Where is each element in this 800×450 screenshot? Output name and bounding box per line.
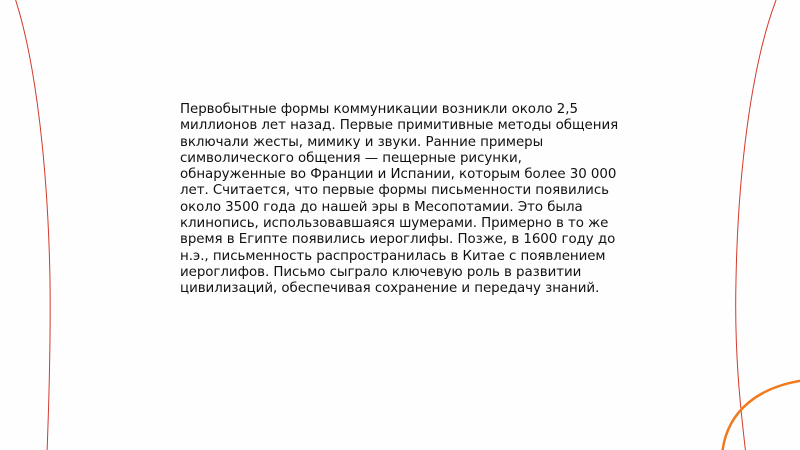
slide-body-text: Первобытные формы коммуникации возникли около 2,5 миллионов лет назад. Первые примитивные методы общения включали жесты, мимику и звуки. Ранние примеры символического общения — пещерные рисунки, обнаруженные во Франции и Испании, которым более 30 000 лет. Считается, что первые формы письменности появились около 3500 года до нашей эры в Месопотамии. Это была клинопись, использовавшаяся шумерами. Примерно в то же время в Египте появились иероглифы. Позже, в 1600 году до н.э., письменность распространилась в Китае с появлением иероглифов. Письмо сыграло ключевую роль в развитии цивилизаций, обеспечивая сохранение и передачу знаний. xyxy=(180,102,619,297)
left-decorative-arc xyxy=(14,0,50,450)
bottom-right-accent-arc xyxy=(722,380,800,450)
right-decorative-arc xyxy=(736,0,778,450)
